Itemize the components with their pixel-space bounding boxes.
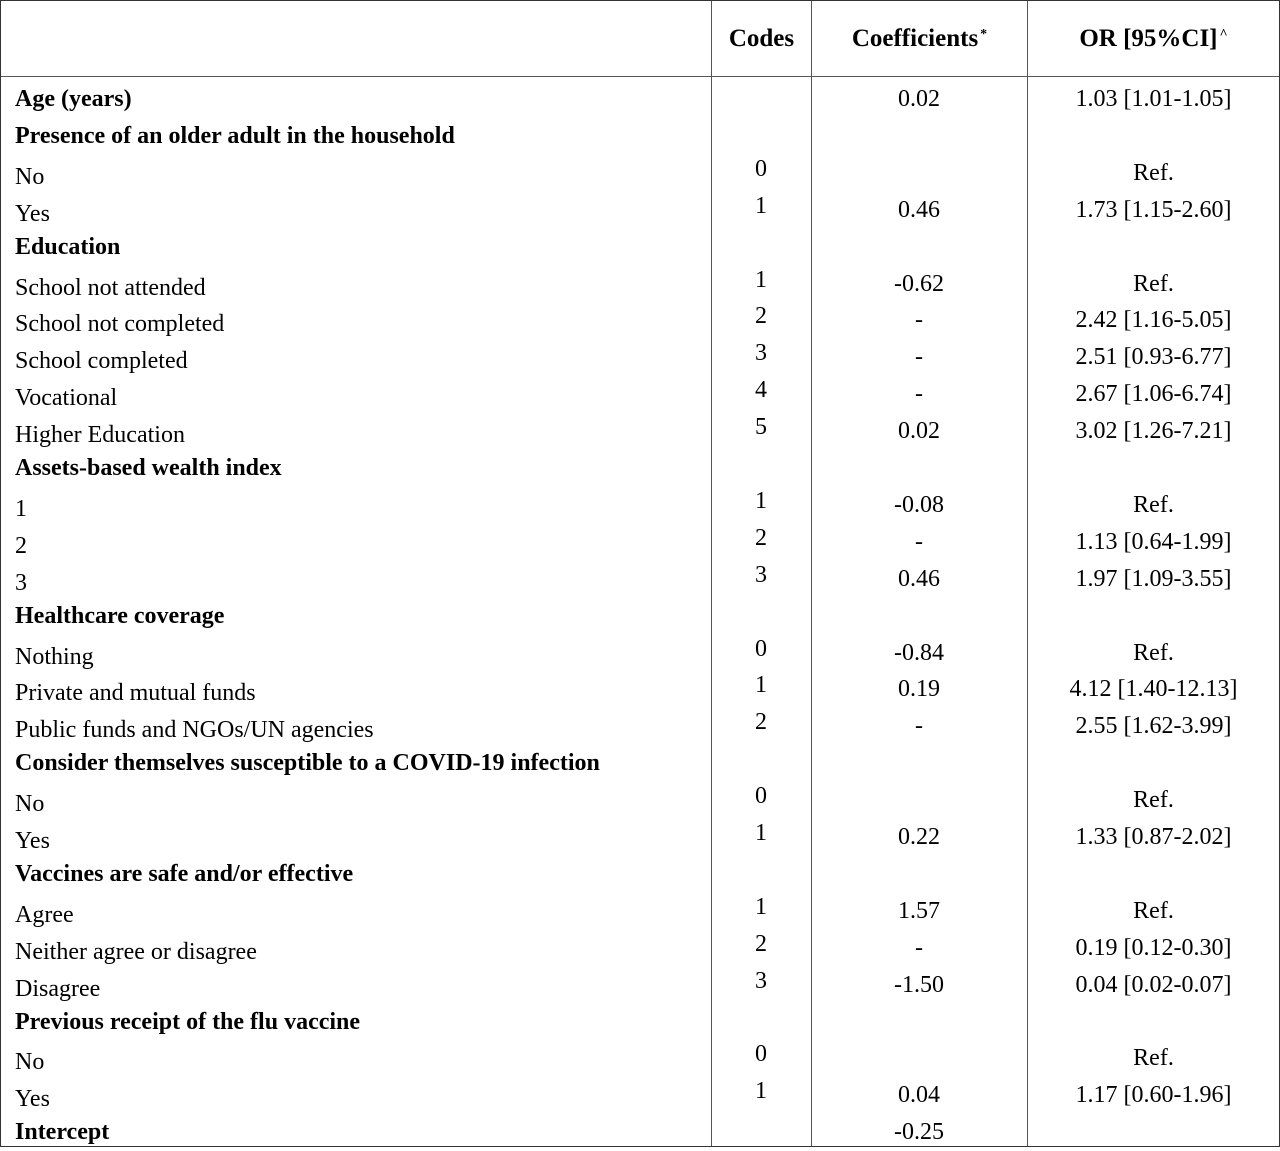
- table-row: [1, 192, 1279, 229]
- table-row: [1, 339, 1279, 376]
- table-row: [1, 635, 1279, 672]
- row-label: Higher Education: [15, 422, 185, 449]
- coefficient-cell: 0.02: [898, 418, 940, 445]
- row-label: Yes: [15, 828, 50, 854]
- odds-ratio-cell: Ref.: [1133, 491, 1174, 518]
- row-group-heading: Presence of an older adult in the household: [15, 122, 455, 149]
- code-cell: 2: [755, 709, 767, 736]
- row-label: No: [15, 163, 45, 190]
- row-group-heading: Healthcare coverage: [15, 602, 225, 629]
- odds-ratio-cell: 1.13 [0.64-1.99]: [1075, 528, 1232, 555]
- coefficient-cell: 0.46: [898, 196, 940, 223]
- table-row: [1, 118, 1279, 155]
- row-label: Neither agree or disagree: [15, 938, 257, 965]
- code-cell: 3: [755, 340, 767, 367]
- table-row: [1, 561, 1279, 598]
- odds-ratio-cell: 3.02 [1.26-7.21]: [1075, 418, 1232, 445]
- header-codes: [712, 1, 811, 77]
- table-row: [1, 266, 1279, 303]
- row-group-heading: Intercept: [15, 1119, 110, 1146]
- table-row: [1, 893, 1279, 930]
- row-label: 2: [15, 532, 27, 559]
- row-label: School not completed: [15, 311, 225, 338]
- code-cell: 1: [755, 893, 767, 920]
- table-row: [1, 745, 1279, 782]
- odds-ratio-cell: Ref.: [1133, 639, 1174, 666]
- code-cell: 1: [755, 266, 767, 293]
- table-row: [1, 229, 1279, 266]
- row-group-heading: Assets-based wealth index: [15, 455, 282, 481]
- table-row: [1, 487, 1279, 524]
- header-codes-label: Codes: [728, 25, 795, 52]
- row-label: Agree: [15, 901, 74, 928]
- code-cell: 2: [755, 524, 767, 551]
- code-cell: 0: [755, 1041, 767, 1068]
- odds-ratio-cell: 2.67 [1.06-6.74]: [1075, 381, 1232, 408]
- coefficients-footnote-mark: *: [980, 27, 988, 42]
- table-row: [1, 967, 1279, 1004]
- code-cell: 1: [755, 192, 767, 219]
- coefficient-cell: -: [915, 307, 923, 334]
- row-label: School not attended: [15, 274, 206, 301]
- row-group-heading: Education: [15, 233, 121, 260]
- row-label: 1: [15, 495, 27, 522]
- row-label: No: [15, 1049, 45, 1076]
- odds-ratio-cell: 4.12 [1.40-12.13]: [1069, 676, 1238, 703]
- table-row: [1, 671, 1279, 708]
- odds-ratio-cell: Ref.: [1133, 897, 1174, 924]
- coefficient-cell: 0.46: [898, 565, 940, 592]
- odds-ratio-cell: 1.73 [1.15-2.60]: [1075, 196, 1232, 223]
- table-row: [1, 155, 1279, 192]
- table-row: [1, 413, 1279, 450]
- code-cell: 1: [755, 1078, 767, 1105]
- coefficient-cell: -: [915, 528, 923, 555]
- coefficient-cell: -0.25: [894, 1119, 944, 1146]
- coefficient-cell: 1.57: [898, 897, 940, 924]
- row-label: Nothing: [15, 643, 94, 670]
- row-label: 3: [15, 569, 27, 596]
- table-row: [1, 1004, 1279, 1041]
- row-group-heading: Vaccines are safe and/or effective: [15, 860, 354, 887]
- table-row: [1, 1114, 1279, 1151]
- coefficient-cell: -0.62: [894, 270, 944, 297]
- table-row: [1, 450, 1279, 487]
- coefficient-cell: 0.02: [898, 86, 940, 112]
- odds-ratio-cell: 1.17 [0.60-1.96]: [1075, 1082, 1232, 1109]
- odds-ratio-cell: 2.55 [1.62-3.99]: [1075, 713, 1232, 740]
- code-cell: 2: [755, 303, 767, 330]
- row-label: Yes: [15, 200, 50, 227]
- header-or: [1028, 1, 1279, 77]
- row-label: Private and mutual funds: [15, 680, 256, 707]
- code-cell: 1: [755, 487, 767, 514]
- code-cell: 1: [755, 820, 767, 846]
- coefficient-cell: -: [915, 381, 923, 408]
- row-group-heading: Consider themselves susceptible to a COVID-19 infection: [15, 750, 600, 777]
- coefficient-cell: -1.50: [894, 971, 944, 998]
- table-row: [1, 708, 1279, 745]
- row-label: Disagree: [15, 975, 101, 1002]
- coefficient-cell: 0.19: [898, 676, 940, 703]
- coefficient-cell: -: [915, 344, 923, 371]
- coefficient-cell: -: [915, 713, 923, 740]
- coefficient-cell: -0.08: [894, 491, 944, 518]
- table-row: [1, 1077, 1279, 1114]
- odds-ratio-cell: 2.42 [1.16-5.05]: [1075, 307, 1232, 334]
- code-cell: 2: [755, 930, 767, 957]
- table-row: [1, 782, 1279, 819]
- row-label: Public funds and NGOs/UN agencies: [15, 717, 374, 744]
- table-row: [1, 1040, 1279, 1077]
- odds-ratio-cell: Ref.: [1133, 159, 1174, 186]
- row-label: Vocational: [15, 385, 118, 412]
- code-cell: 5: [755, 414, 767, 441]
- odds-ratio-cell: 0.04 [0.02-0.07]: [1075, 971, 1232, 998]
- code-cell: 0: [755, 155, 767, 182]
- table-row: [1, 598, 1279, 635]
- odds-ratio-cell: 2.51 [0.93-6.77]: [1075, 344, 1232, 371]
- code-cell: 1: [755, 672, 767, 699]
- table-row: [1, 524, 1279, 561]
- table-row: [1, 930, 1279, 967]
- row-group-heading: Age (years): [15, 86, 132, 112]
- or-footnote-mark: ^: [1219, 27, 1228, 42]
- table-row: [1, 819, 1279, 856]
- row-label: Yes: [15, 1086, 50, 1113]
- code-cell: 3: [755, 967, 767, 994]
- table-row: [1, 856, 1279, 893]
- odds-ratio-cell: Ref.: [1133, 1045, 1174, 1072]
- odds-ratio-cell: 1.03 [1.01-1.05]: [1075, 86, 1232, 112]
- row-group-heading: Previous receipt of the flu vaccine: [15, 1008, 361, 1035]
- row-label: No: [15, 791, 45, 818]
- table-row: [1, 302, 1279, 339]
- odds-ratio-cell: Ref.: [1133, 787, 1174, 814]
- coefficient-cell: -: [915, 934, 923, 961]
- table-row: [1, 81, 1279, 118]
- header-coefficients-label: Coefficients: [851, 25, 979, 52]
- header-or-label: OR [95%CI]: [1079, 25, 1218, 52]
- coefficient-cell: 0.04: [898, 1082, 940, 1109]
- odds-ratio-cell: 1.97 [1.09-3.55]: [1075, 565, 1232, 592]
- header-variable: [1, 1, 711, 77]
- table-row: [1, 376, 1279, 413]
- coefficient-cell: -0.84: [894, 639, 944, 666]
- code-cell: 0: [755, 783, 767, 810]
- header-coefficients: [812, 1, 1027, 77]
- odds-ratio-cell: 1.33 [0.87-2.02]: [1075, 824, 1232, 850]
- code-cell: 0: [755, 635, 767, 662]
- code-cell: 3: [755, 561, 767, 588]
- odds-ratio-cell: 0.19 [0.12-0.30]: [1075, 934, 1232, 961]
- code-cell: 4: [755, 377, 767, 404]
- row-label: School completed: [15, 348, 188, 375]
- coefficient-cell: 0.22: [898, 824, 940, 850]
- odds-ratio-cell: Ref.: [1133, 270, 1174, 297]
